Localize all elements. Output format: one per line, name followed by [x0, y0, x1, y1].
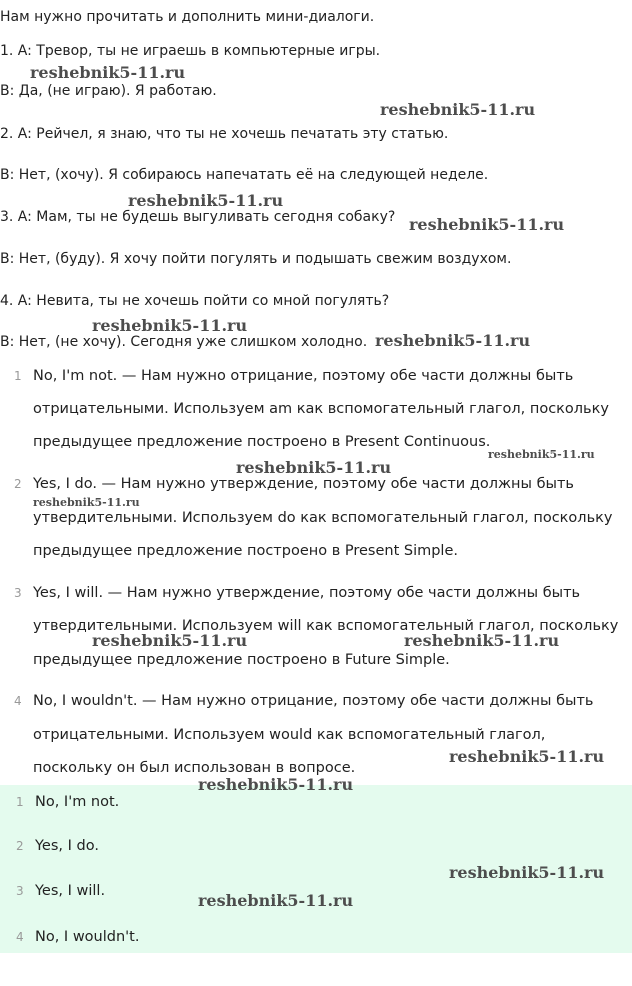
- dialog-line-1b: B: Да, (не играю). Я работаю.: [0, 83, 217, 99]
- watermark: reshebnik5-11.ru: [33, 496, 140, 509]
- watermark: reshebnik5-11.ru: [198, 775, 354, 794]
- watermark: reshebnik5-11.ru: [449, 863, 605, 882]
- explanation-number-1: 1: [14, 369, 22, 383]
- explanation-3-line-2: утвердительными. Используем will как вспомогательный глагол, поскольку: [33, 618, 619, 634]
- dialog-line-2a: 2. A: Рейчел, я знаю, что ты не хочешь печатать эту статью.: [0, 126, 449, 142]
- intro-text: Нам нужно прочитать и дополнить мини-диалоги.: [0, 9, 375, 25]
- explanation-1-line-1: No, I'm not. — Нам нужно отрицание, поэтому обе части должны быть: [33, 368, 574, 384]
- watermark: reshebnik5-11.ru: [30, 63, 186, 82]
- explanation-1-line-3: предыдущее предложение построено в Present Continuous.: [33, 434, 491, 450]
- watermark: reshebnik5-11.ru: [198, 891, 354, 910]
- answer-number-4: 4: [16, 930, 24, 944]
- dialog-line-1a: 1. A: Тревор, ты не играешь в компьютерные игры.: [0, 43, 381, 59]
- explanation-3-line-3: предыдущее предложение построено в Future Simple.: [33, 652, 450, 668]
- watermark: reshebnik5-11.ru: [92, 631, 248, 650]
- explanation-4-line-1: No, I wouldn't. — Нам нужно отрицание, поэтому обе части должны быть: [33, 693, 594, 709]
- explanation-3-line-1: Yes, I will. — Нам нужно утверждение, поэтому обе части должны быть: [33, 585, 581, 601]
- dialog-line-3a: 3. A: Мам, ты не будешь выгуливать сегодня собаку?: [0, 209, 396, 225]
- watermark: reshebnik5-11.ru: [375, 331, 531, 350]
- answer-1: No, I'm not.: [35, 794, 120, 810]
- explanation-4-line-2: отрицательными. Используем would как вспомогательный глагол,: [33, 727, 546, 743]
- explanation-1-line-2: отрицательными. Используем am как вспомогательный глагол, поскольку: [33, 401, 609, 417]
- watermark: reshebnik5-11.ru: [92, 316, 248, 335]
- dialog-line-3b: B: Нет, (буду). Я хочу пойти погулять и подышать свежим воздухом.: [0, 251, 512, 267]
- watermark: reshebnik5-11.ru: [128, 191, 284, 210]
- answer-number-1: 1: [16, 795, 24, 809]
- explanation-2-line-2: утвердительными. Используем do как вспомогательный глагол, поскольку: [33, 510, 613, 526]
- watermark: reshebnik5-11.ru: [488, 448, 595, 461]
- answer-3: Yes, I will.: [35, 883, 106, 899]
- answer-number-2: 2: [16, 839, 24, 853]
- watermark: reshebnik5-11.ru: [404, 631, 560, 650]
- explanation-2-line-1: Yes, I do. — Нам нужно утверждение, поэтому обе части должны быть: [33, 476, 574, 492]
- explanation-4-line-3: поскольку он был использован в вопросе.: [33, 760, 356, 776]
- answer-number-3: 3: [16, 884, 24, 898]
- dialog-line-4b: B: Нет, (не хочу). Сегодня уже слишком холодно.: [0, 334, 368, 350]
- answer-4: No, I wouldn't.: [35, 929, 140, 945]
- watermark: reshebnik5-11.ru: [236, 458, 392, 477]
- answer-2: Yes, I do.: [35, 838, 99, 854]
- dialog-line-4a: 4. A: Невита, ты не хочешь пойти со мной погулять?: [0, 293, 390, 309]
- explanation-number-4: 4: [14, 694, 22, 708]
- dialog-line-2b: B: Нет, (хочу). Я собираюсь напечатать её на следующей неделе.: [0, 167, 489, 183]
- explanation-number-3: 3: [14, 586, 22, 600]
- watermark: reshebnik5-11.ru: [449, 747, 605, 766]
- explanation-number-2: 2: [14, 477, 22, 491]
- watermark: reshebnik5-11.ru: [409, 215, 565, 234]
- explanation-2-line-3: предыдущее предложение построено в Present Simple.: [33, 543, 458, 559]
- watermark: reshebnik5-11.ru: [380, 100, 536, 119]
